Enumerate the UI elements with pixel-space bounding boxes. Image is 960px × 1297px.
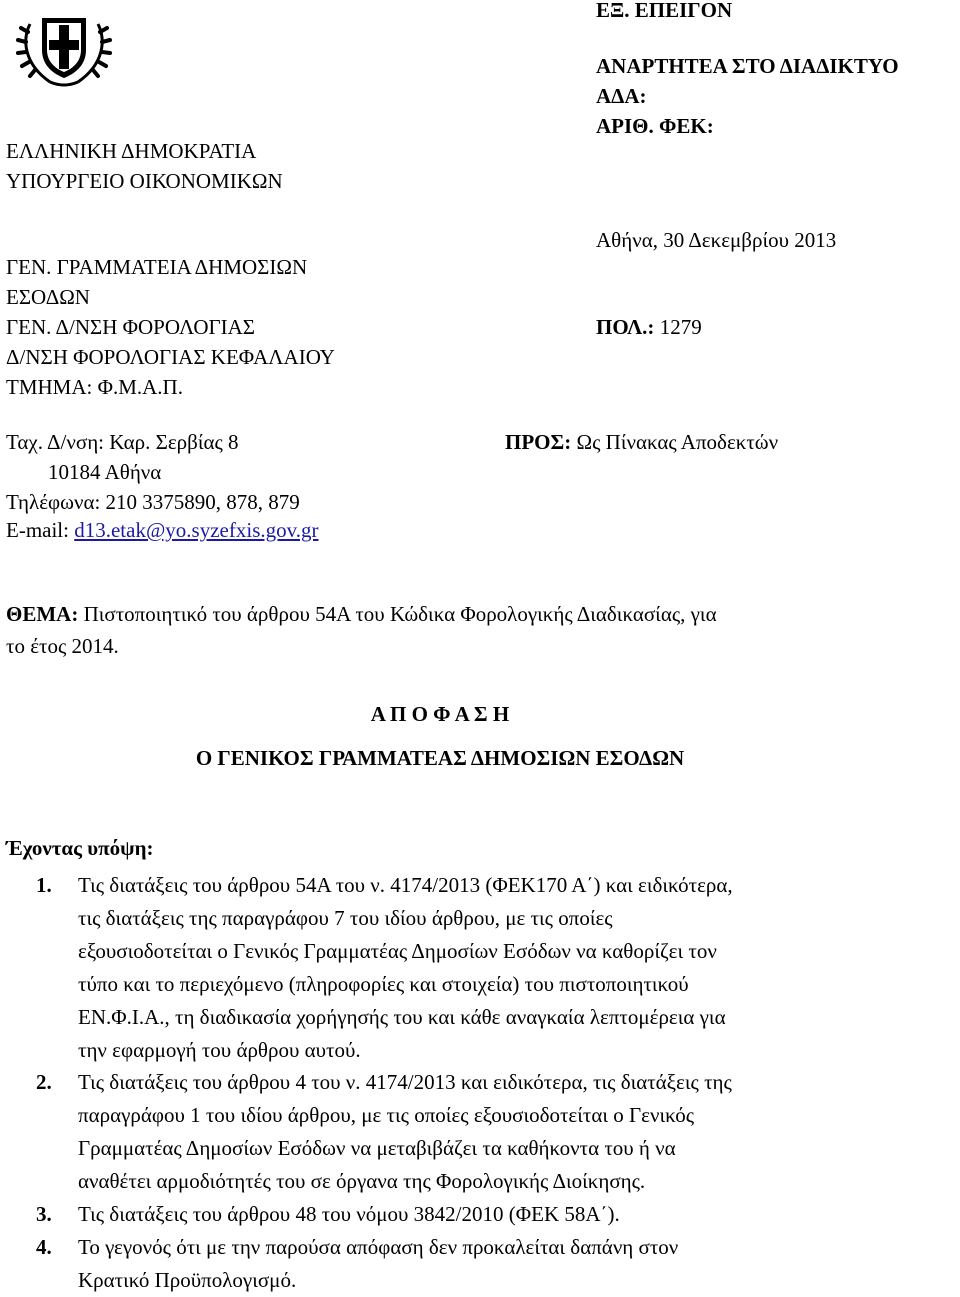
republic-name: ΕΛΛΗΝΙΚΗ ΔΗΜΟΚΡΑΤΙΑ [6,139,257,163]
item-4-line: Το γεγονός ότι με την παρούσα απόφαση δεν προκαλείται δαπάνη στον [78,1235,679,1259]
post-online-label: ΑΝΑΡΤΗΤΕΑ ΣΤΟ ΔΙΑΔΙΚΤΥΟ [596,54,899,78]
document-date: Αθήνα, 30 Δεκεμβρίου 2013 [596,228,837,252]
subject-label: ΘΕΜΑ: [6,602,79,626]
email-label: E-mail: [6,518,75,542]
phone-line: Τηλέφωνα: 210 3375890, 878, 879 [6,490,300,514]
item-2-line: παραγράφου 1 του ιδίου άρθρου, με τις οποίες εξουσιοδοτείται ο Γενικός [78,1103,695,1127]
gen-secretariat-line1: ΓΕΝ. ΓΡΑΜΜΑΤΕΙΑ ΔΗΜΟΣΙΩΝ [6,255,308,279]
item-3-line: Τις διατάξεις του άρθρου 48 του νόμου 3842/2010 (ΦΕΚ 58Α΄). [78,1202,620,1226]
recipients [505,430,778,455]
pol-label: ΠΟΛ.: [596,315,655,339]
item-text-4 [78,1231,868,1297]
item-4-line: Κρατικό Προϋπολογισμό. [78,1268,297,1292]
item-number-4: 4. [36,1235,52,1259]
gen-secretariat-line2: ΕΣΟΔΩΝ [6,285,90,309]
item-2-line: αναθέτει αρμοδιότητές του σε όργανα της Φορολογικής Διοίκησης. [78,1169,646,1193]
item-1-line: ΕΝ.Φ.Ι.Α., τη διαδικασία χορήγησής του και κάθε αναγκαία λεπτομέρεια για [78,1005,726,1029]
item-1-line: τύπο και το περιεχόμενο (πληροφορίες και στοιχεία) του πιστοποιητικού [78,972,689,996]
pol-value: 1279 [659,315,702,339]
item-text-3 [78,1198,868,1231]
department: ΤΜΗΜΑ: Φ.Μ.Α.Π. [6,375,183,399]
postal-address: Ταχ. Δ/νση: Καρ. Σερβίας 8 [6,430,239,454]
greek-coat-of-arms-icon [14,6,114,90]
subject-line2: το έτος 2014. [6,634,119,658]
directorate: Δ/ΝΣΗ ΦΟΡΟΛΟΓΙΑΣ ΚΕΦΑΛΑΙΟΥ [6,345,335,369]
item-text-1 [78,869,868,1067]
fek-number-label: ΑΡΙΘ. ΦΕΚ: [596,114,714,138]
pol-number [596,315,702,340]
item-number-1: 1. [36,873,52,897]
recipients-label: ΠΡΟΣ: [505,430,572,454]
item-number-3: 3. [36,1202,52,1226]
city-line: 10184 Αθήνα [48,460,162,484]
item-number-2: 2. [36,1070,52,1094]
urgency-label: ΕΞ. ΕΠΕΙΓΟΝ [596,0,733,22]
item-text-2 [78,1066,868,1198]
subject-text: Πιστοποιητικό του άρθρου 54Α του Κώδικα Φορολογικής Διαδικασίας, για [83,602,717,626]
item-1-line: εξουσιοδοτείται ο Γενικός Γραμματέας Δημοσίων Εσόδων να καθορίζει τον [78,939,717,963]
item-1-line: την εφαρμογή του άρθρου αυτού. [78,1038,361,1062]
item-1-line: Τις διατάξεις του άρθρου 54Α του ν. 4174/2013 (ΦΕΚ170 Α΄) και ειδικότερα, [78,873,733,897]
ministry-name: ΥΠΟΥΡΓΕΙΟ ΟΙΚΟΝΟΜΙΚΩΝ [6,169,283,193]
ada-label: ΑΔΑ: [596,84,647,108]
email-line [6,518,319,543]
recipients-value: Ως Πίνακας Αποδεκτών [576,430,779,454]
subject-line1 [6,602,717,627]
item-1-line: τις διατάξεις της παραγράφου 7 του ιδίου άρθρου, με τις οποίες [78,906,613,930]
email-link[interactable]: d13.etak@yo.syzefxis.gov.gr [74,518,319,542]
item-2-line: Τις διατάξεις του άρθρου 4 του ν. 4174/2013 και ειδικότερα, τις διατάξεις της [78,1070,732,1094]
gen-directorate: ΓΕΝ. Δ/ΝΣΗ ΦΟΡΟΛΟΓΙΑΣ [6,315,256,339]
decision-title: Α Π Ο Φ Α Σ Η [370,702,510,726]
having-regard-heading: Έχοντας υπόψη: [6,836,154,860]
issuer-title: Ο ΓΕΝΙΚΟΣ ΓΡΑΜΜΑΤΕΑΣ ΔΗΜΟΣΙΩΝ ΕΣΟΔΩΝ [195,746,685,770]
item-2-line: Γραμματέας Δημοσίων Εσόδων να μεταβιβάζει τα καθήκοντα του ή να [78,1136,676,1160]
